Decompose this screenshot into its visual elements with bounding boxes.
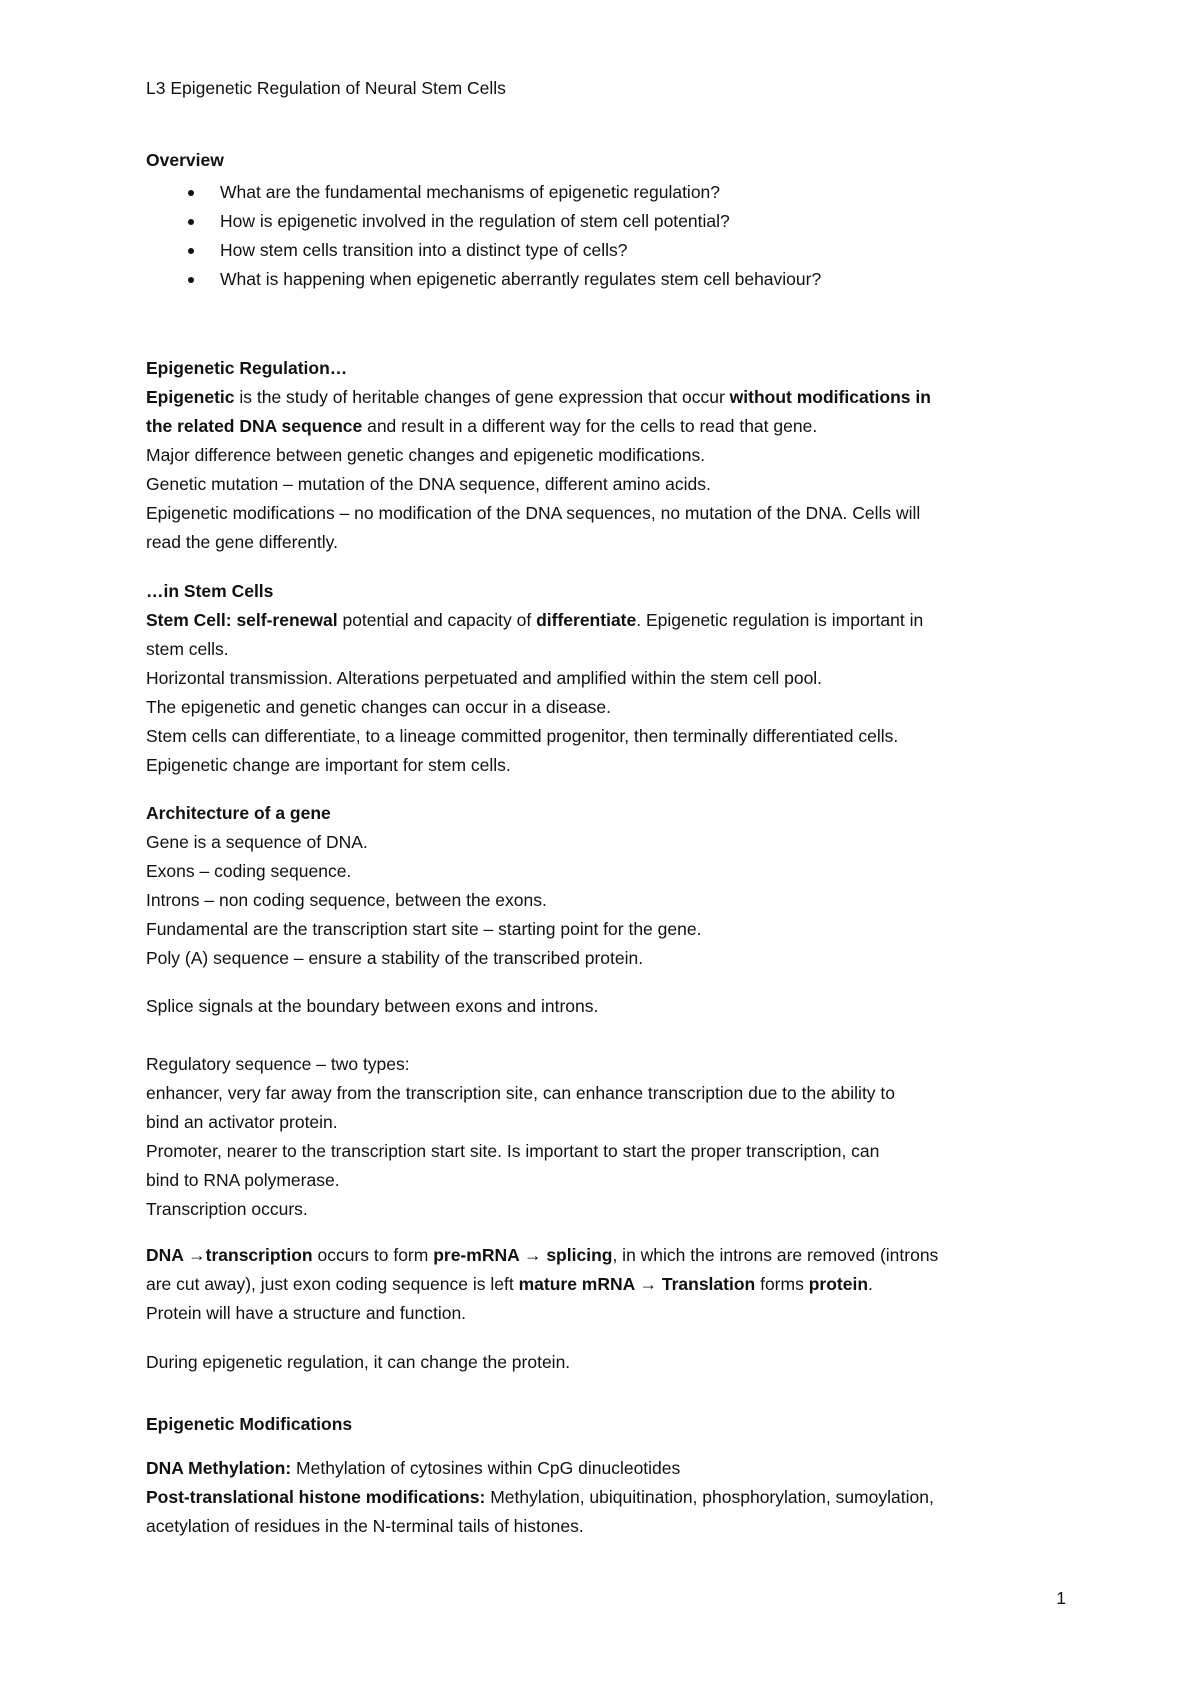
overview-heading: Overview [146,150,224,170]
epigenetic-regulation-section [146,354,1066,557]
bullet-icon [188,248,194,254]
paragraph-line: acetylation of residues in the N-terminal tails of histones. [146,1516,584,1536]
splice-paragraph [146,992,1066,1021]
paragraph-line: Poly (A) sequence – ensure a stability of the transcribed protein. [146,948,644,968]
paragraph-line: Regulatory sequence – two types: [146,1054,410,1074]
paragraph-line: DNA Methylation: Methylation of cytosines within CpG dinucleotides [146,1458,681,1478]
paragraph-line: Genetic mutation – mutation of the DNA sequence, different amino acids. [146,474,711,494]
paragraph-line: Horizontal transmission. Alterations perpetuated and amplified within the stem cell pool. [146,668,823,688]
regulatory-paragraph [146,1050,1066,1224]
paragraph-line: Epigenetic change are important for stem cells. [146,755,511,775]
paragraph-line: the related DNA sequence and result in a different way for the cells to read that gene. [146,416,818,436]
paragraph-line: Epigenetic modifications – no modification of the DNA sequences, no mutation of the DNA. Cells will [146,503,921,523]
paragraph-line: bind to RNA polymerase. [146,1170,340,1190]
paragraph-line: read the gene differently. [146,532,338,552]
bullet-icon [188,277,194,283]
paragraph-line: Fundamental are the transcription start site – starting point for the gene. [146,919,702,939]
paragraph-line: enhancer, very far away from the transcription site, can enhance transcription due to the ability to [146,1083,896,1103]
list-item: What is happening when epigenetic aberrantly regulates stem cell behaviour? [146,265,1066,294]
paragraph-line: are cut away), just exon coding sequence is left mature mRNA → Translation forms protein. [146,1274,873,1294]
paragraph-line: Splice signals at the boundary between exons and introns. [146,996,599,1016]
list-item: What are the fundamental mechanisms of epigenetic regulation? [146,178,1066,207]
arrow-icon: → [634,1274,662,1294]
overview-list [146,178,1066,294]
architecture-section [146,799,1066,973]
paragraph-line: Major difference between genetic changes and epigenetic modifications. [146,445,706,465]
paragraph-line: Epigenetic is the study of heritable changes of gene expression that occur without modifications in [146,387,931,407]
arrow-icon: → [183,1245,206,1265]
arrow-icon: → [519,1245,547,1265]
paragraph-line: The epigenetic and genetic changes can occur in a disease. [146,697,612,717]
list-item: How stem cells transition into a distinct type of cells? [146,236,1066,265]
paragraph-line: DNA →transcription occurs to form pre-mRNA → splicing, in which the introns are removed (introns [146,1245,939,1265]
section-heading: Architecture of a gene [146,803,331,823]
paragraph-line: During epigenetic regulation, it can change the protein. [146,1352,571,1372]
section-heading: …in Stem Cells [146,581,274,601]
during-paragraph [146,1348,1066,1377]
paragraph-line: Gene is a sequence of DNA. [146,832,368,852]
paragraph-line: Exons – coding sequence. [146,861,352,881]
stem-cells-section [146,577,1066,780]
section-heading: Epigenetic Regulation… [146,358,348,378]
bullet-icon [188,219,194,225]
paragraph-line: bind an activator protein. [146,1112,338,1132]
paragraph-line: Stem cells can differentiate, to a lineage committed progenitor, then terminally differentiated cells. [146,726,899,746]
paragraph-line: Stem Cell: self-renewal potential and capacity of differentiate. Epigenetic regulation is important in [146,610,924,630]
paragraph-line: Promoter, nearer to the transcription start site. Is important to start the proper transcription, can [146,1141,880,1161]
document-title: L3 Epigenetic Regulation of Neural Stem Cells [146,78,506,98]
epigenetic-modifications-section [146,1410,1066,1541]
page-number: 1 [1056,1588,1066,1608]
section-heading: Epigenetic Modifications [146,1414,353,1434]
bullet-icon [188,190,194,196]
flow-paragraph [146,1241,1066,1328]
paragraph-line: Protein will have a structure and function. [146,1303,467,1323]
paragraph-line: Post-translational histone modifications: Methylation, ubiquitination, phosphorylation, sumoylation, [146,1487,934,1507]
paragraph-line: Transcription occurs. [146,1199,308,1219]
overview-section [146,146,1066,294]
paragraph-line: Introns – non coding sequence, between the exons. [146,890,547,910]
list-item: How is epigenetic involved in the regulation of stem cell potential? [146,207,1066,236]
paragraph-line: stem cells. [146,639,229,659]
